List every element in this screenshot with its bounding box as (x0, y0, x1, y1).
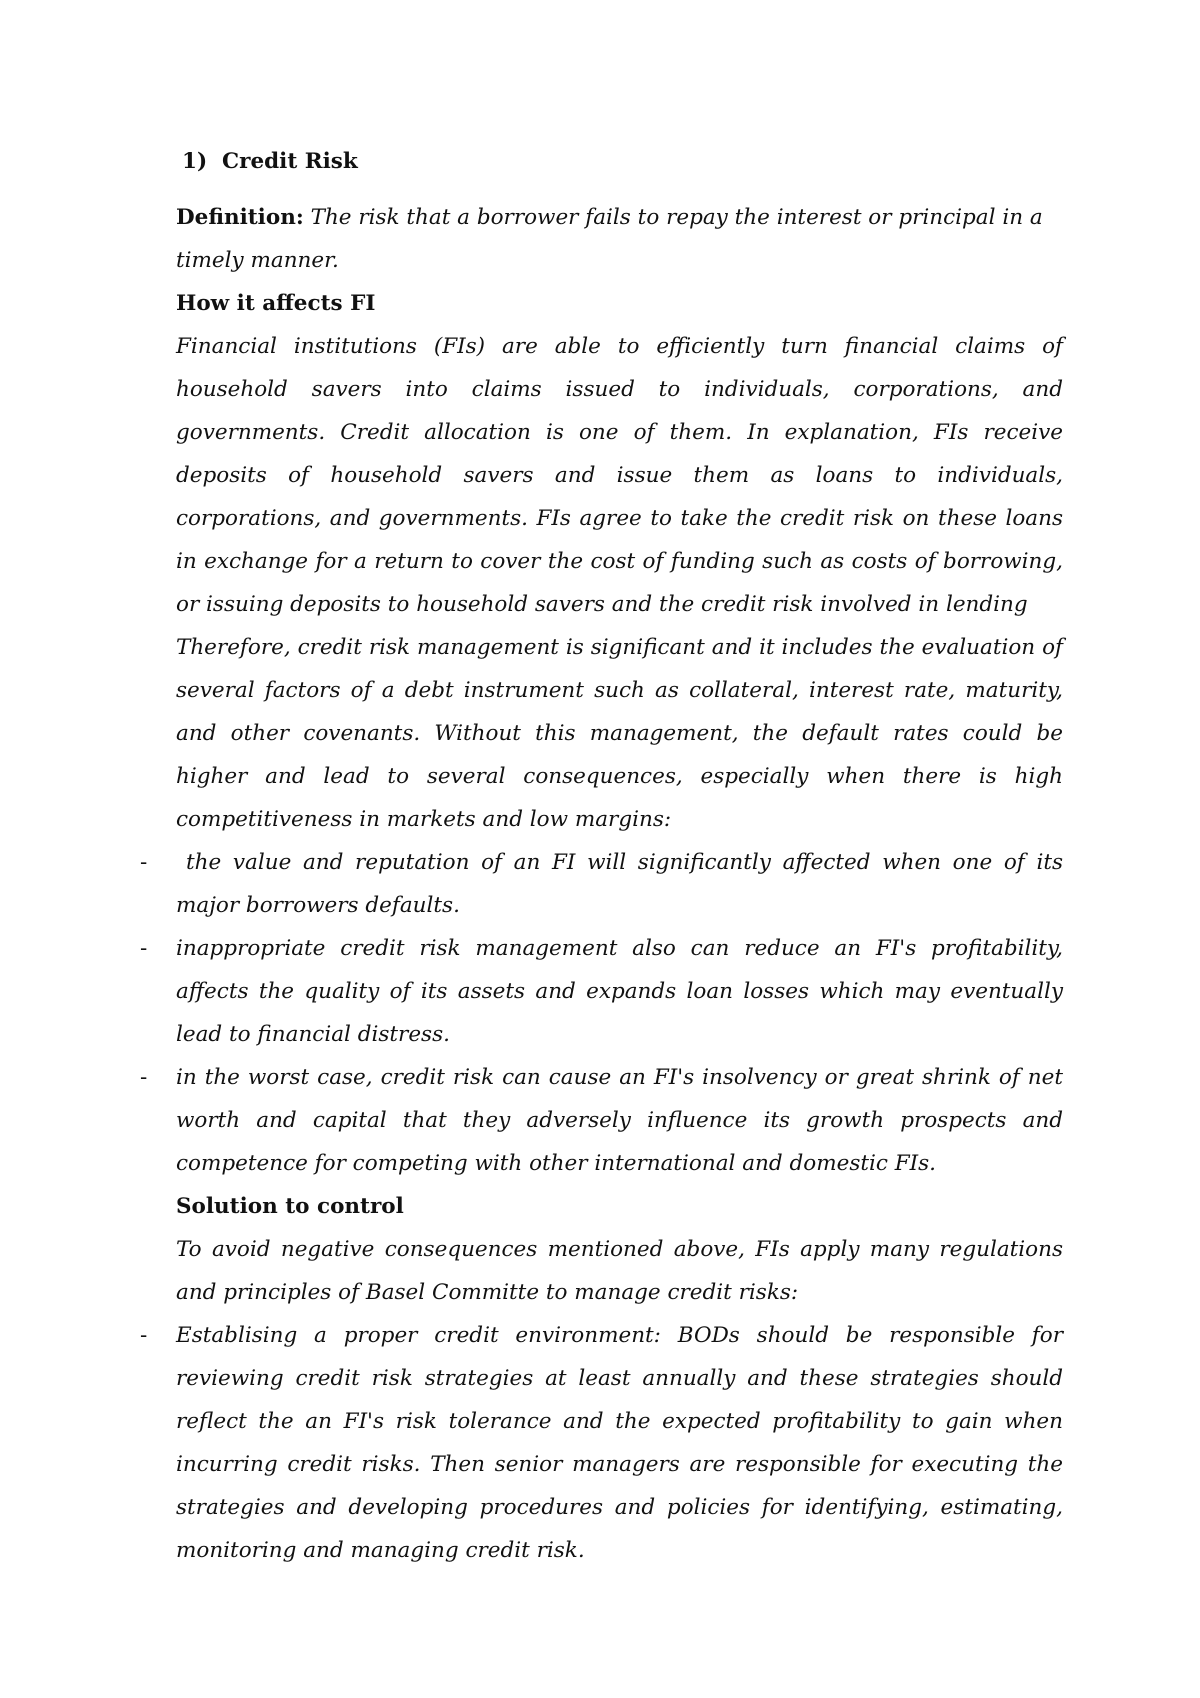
bullet-dash: - (140, 1065, 148, 1090)
how-it-affects-heading: How it affects FI (176, 291, 376, 316)
definition-label: Definition: (176, 205, 304, 230)
list-item (140, 1314, 1063, 1572)
list-item (140, 841, 1063, 927)
bullet-dash: - (140, 1323, 148, 1348)
definition (176, 196, 1063, 282)
section-heading (176, 140, 1063, 184)
definition-text: The risk that a borrower fails to repay the interest or principal in a timely manner. (176, 205, 1043, 273)
section-title: Credit Risk (222, 149, 358, 174)
list-item-text: the value and reputation of an FI will significantly affected when one of its major borrowers defaults. (176, 850, 1063, 918)
section-number: 1) (182, 149, 208, 174)
solution-heading: Solution to control (176, 1194, 404, 1219)
list-item (140, 1056, 1063, 1185)
bullet-dash: - (140, 850, 148, 875)
solution-paragraph: To avoid negative consequences mentioned above, FIs apply many regulations and principles of Basel Committe to manage credit risks: (176, 1237, 1063, 1305)
list-item-text: Establising a proper credit environment: BODs should be responsible for reviewing credit risk strategies at least annually and these strategies should reflect the an FI's risk tolerance and the expected profitability to gain when incurring credit risks. Then senior managers are responsible for executing the strategies and developing procedures and policies for identifying, estimating, monitoring and managing credit risk. (176, 1323, 1063, 1563)
list-item (140, 927, 1063, 1056)
list-item-text: inappropriate credit risk management also can reduce an FI's profitability, affects the quality of its assets and expands loan losses which may eventually lead to financial distress. (176, 936, 1063, 1047)
how-it-affects-paragraph-2: Therefore, credit risk management is significant and it includes the evaluation of several factors of a debt instrument such as collateral, interest rate, maturity, and other covenants. Without this management, the default rates could be higher and lead to several consequences, especially when there is high competitiveness in markets and low margins: (176, 635, 1063, 832)
bullet-dash: - (140, 936, 148, 961)
document-content (140, 140, 1063, 1572)
list-item-text: in the worst case, credit risk can cause an FI's insolvency or great shrink of net worth and capital that they adversely influence its growth prospects and competence for competing with other international and domestic FIs. (176, 1065, 1063, 1176)
how-it-affects-paragraph-1: Financial institutions (FIs) are able to efficiently turn financial claims of household savers into claims issued to individuals, corporations, and governments. Credit allocation is one of them. In explanation, FIs receive deposits of household savers and issue them as loans to individuals, corporations, and governments. FIs agree to take the credit risk on these loans in exchange for a return to cover the cost of funding such as costs of borrowing, or issuing deposits to household savers and the credit risk involved in lending (176, 334, 1063, 617)
